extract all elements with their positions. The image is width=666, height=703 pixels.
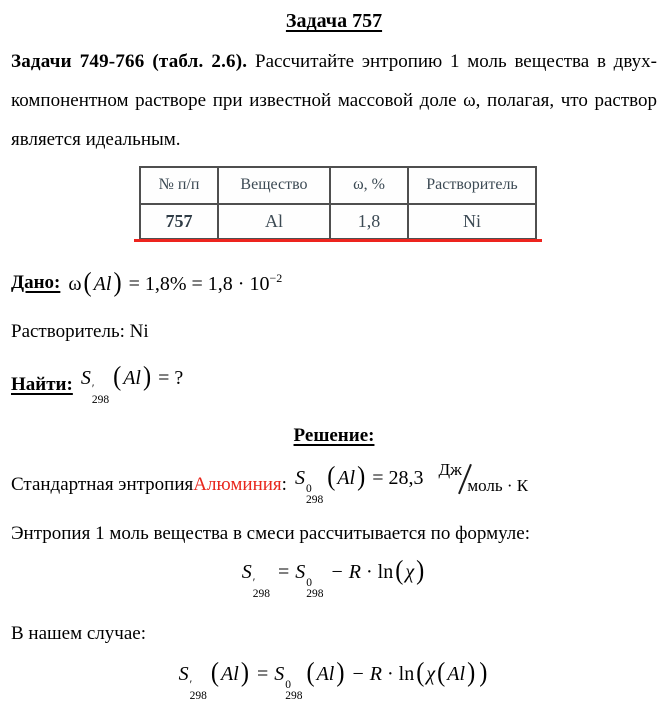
cell-problem-number: 757 <box>140 204 218 239</box>
multiplication-dot: · <box>387 662 394 685</box>
intro-body-text: Рассчитайте энтропию 1 моль вещества в двухкомпонентном растворе при известной массовой доле ω, полагая, что раствор является идеальным. <box>11 51 657 150</box>
substance-symbol: Al <box>93 272 112 295</box>
entropy-symbol: S <box>241 560 252 583</box>
red-underline <box>134 239 542 242</box>
right-paren: ) <box>240 657 249 688</box>
cell-omega: 1,8 <box>330 204 408 239</box>
standard-value: = 28,3 <box>372 466 424 489</box>
find-label: Найти: <box>11 373 73 395</box>
sup-sub-stack: ′ 298 <box>189 678 207 703</box>
substance-symbol: Al <box>447 662 466 685</box>
right-paren: ) <box>416 555 425 586</box>
minus-sign: − <box>352 662 364 685</box>
entropy-symbol: S <box>295 560 306 583</box>
sup-sub-stack: 0 298 <box>306 576 324 601</box>
omega-symbol: ω <box>68 272 82 295</box>
left-paren: ( <box>416 657 425 688</box>
mixture-line: Энтропия 1 моль вещества в смеси рассчитывается по формуле: <box>11 522 530 544</box>
given-label: Дано: <box>11 271 61 293</box>
case-line: В нашем случае: <box>11 622 146 644</box>
exponent: −2 <box>269 270 283 285</box>
data-table-wrapper <box>139 166 537 242</box>
given-value: = 1,8% = 1,8 · 10 <box>128 272 270 295</box>
right-paren: ) <box>357 461 366 492</box>
entropy-symbol: S <box>80 366 91 389</box>
unit-fraction <box>438 459 529 495</box>
equals-sign: = <box>256 662 269 685</box>
entropy-symbol: S <box>178 662 189 685</box>
page-title-text: Задача 757 <box>285 10 383 32</box>
given-formula <box>68 269 282 297</box>
document-page <box>0 10 666 703</box>
unit-denominator: моль · К <box>467 475 529 495</box>
general-formula <box>11 557 657 601</box>
left-paren: ( <box>395 555 404 586</box>
ln-operator: ln <box>377 560 394 583</box>
substance-symbol: Al <box>337 466 356 489</box>
col-header-substance: Вещество <box>218 167 330 204</box>
find-row <box>11 363 657 407</box>
col-header-num: № п/п <box>140 167 218 204</box>
col-header-omega: ω, % <box>330 167 408 204</box>
sup-sub-stack: ′ 298 <box>91 382 110 407</box>
substance-symbol: Al <box>221 662 239 685</box>
standard-entropy-formula <box>294 459 529 507</box>
intro-lead-bold: Задачи 749-766 (табл. 2.6). <box>11 51 248 72</box>
chi-symbol: χ <box>426 662 436 685</box>
right-paren: ) <box>467 657 476 688</box>
find-tail: = ? <box>158 366 184 389</box>
sup-sub-stack: ′ 298 <box>252 576 270 601</box>
table-header-row <box>140 167 536 204</box>
solution-heading <box>11 425 657 447</box>
ln-operator: ln <box>398 662 415 685</box>
chi-symbol: χ <box>405 560 415 583</box>
equals-sign: = <box>277 560 290 583</box>
case-formula <box>11 659 657 703</box>
left-paren: ( <box>210 657 220 688</box>
left-paren: ( <box>306 657 315 688</box>
find-formula <box>81 363 183 407</box>
solvent-line: Растворитель: Ni <box>11 320 149 342</box>
right-paren: ) <box>479 657 488 688</box>
right-paren: ) <box>113 267 122 298</box>
highlighted-substance-name: Алюминия <box>193 473 282 495</box>
right-paren: ) <box>143 361 152 392</box>
left-paren: ( <box>113 361 122 392</box>
sup-sub-stack: 0 298 <box>285 678 303 703</box>
substance-symbol: Al <box>123 366 141 389</box>
multiplication-dot: · <box>365 560 373 583</box>
table-row <box>140 204 536 239</box>
page-title <box>11 10 657 33</box>
data-table <box>139 166 537 240</box>
colon: : <box>281 473 287 495</box>
given-row <box>11 269 657 297</box>
standard-prefix: Стандартная энтропия <box>11 473 194 495</box>
cell-substance: Al <box>218 204 330 239</box>
left-paren: ( <box>83 267 92 298</box>
minus-sign: − <box>331 560 343 583</box>
substance-symbol: Al <box>316 662 335 685</box>
intro-paragraph <box>11 43 657 160</box>
left-paren: ( <box>437 657 446 688</box>
entropy-symbol: S <box>274 662 285 685</box>
gas-constant-symbol: R <box>369 662 382 685</box>
left-paren: ( <box>327 461 336 492</box>
col-header-solvent: Растворитель <box>408 167 536 204</box>
gas-constant-symbol: R <box>348 560 361 583</box>
cell-solvent: Ni <box>408 204 536 239</box>
solution-heading-text: Решение: <box>293 424 375 446</box>
right-paren: ) <box>336 657 345 688</box>
entropy-symbol: S <box>294 466 305 489</box>
sup-sub-stack: 0 298 <box>305 482 324 507</box>
unit-numerator: Дж <box>438 459 462 479</box>
standard-entropy-row <box>11 459 657 507</box>
